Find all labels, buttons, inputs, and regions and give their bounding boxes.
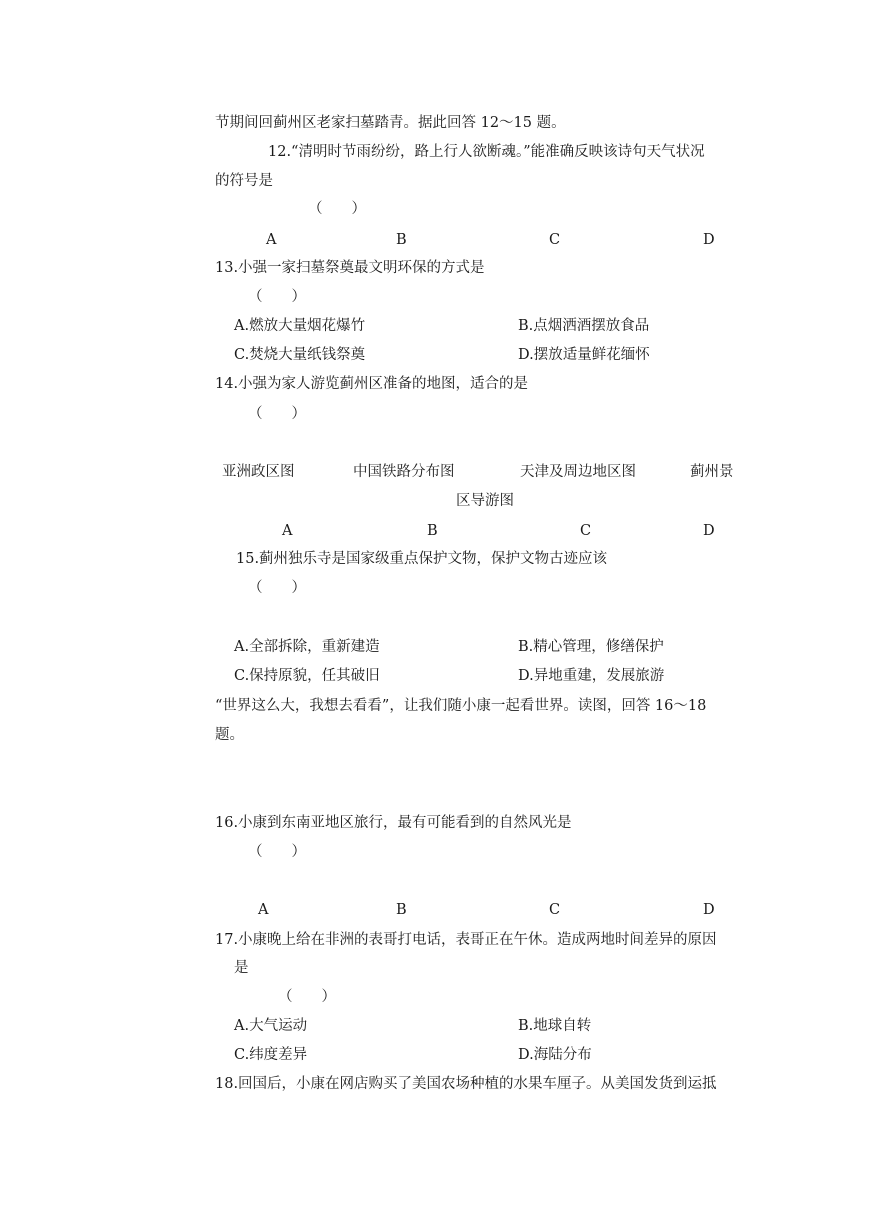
question-16-option-c[interactable]: C — [549, 902, 561, 918]
question-17-stem: 17.小康晚上给在非洲的表哥打电话，表哥正在午休。造成两地时间差异的原因 — [215, 932, 717, 948]
section-intro-text-cont: 题。 — [215, 727, 244, 743]
question-12-stem: 12.“清明时节雨纷纷，路上行人欲断魂。”能准确反映该诗句天气状况 — [268, 144, 705, 160]
question-12-option-d[interactable]: D — [703, 232, 715, 248]
question-14-map-c-label: 天津及周边地区图 — [520, 464, 636, 480]
question-13-option-d[interactable]: D.摆放适量鲜花缅怀 — [518, 347, 650, 363]
question-16-option-b[interactable]: B — [396, 902, 407, 918]
question-15-option-d[interactable]: D.异地重建，发展旅游 — [518, 668, 665, 684]
question-15-stem: 15.蓟州独乐寺是国家级重点保护文物，保护文物古迹应该 — [236, 551, 608, 567]
question-14-option-d[interactable]: D — [703, 523, 715, 539]
question-17-option-c[interactable]: C.纬度差异 — [234, 1047, 308, 1063]
question-17-option-a[interactable]: A.大气运动 — [234, 1018, 308, 1034]
section-intro-text: “世界这么大，我想去看看”，让我们随小康一起看世界。读图，回答 16～18 — [215, 698, 707, 714]
question-13-option-a[interactable]: A.燃放大量烟花爆竹 — [234, 318, 366, 334]
question-12-option-b[interactable]: B — [396, 232, 407, 248]
question-15-answer-blank[interactable]: （ ） — [248, 580, 306, 596]
question-15-option-b[interactable]: B.精心管理，修缮保护 — [518, 639, 664, 655]
question-13-answer-blank[interactable]: （ ） — [248, 289, 306, 305]
question-16-option-d[interactable]: D — [703, 902, 715, 918]
question-14-option-c[interactable]: C — [580, 523, 592, 539]
question-17-stem-cont: 是 — [234, 960, 249, 976]
intro-text: 节期间回蓟州区老家扫墓踏青。据此回答 12～15 题。 — [215, 115, 566, 131]
question-17-answer-blank[interactable]: （ ） — [278, 989, 336, 1005]
question-12-stem-cont: 的符号是 — [215, 173, 273, 189]
question-14-map-d-label-cont: 区导游图 — [456, 493, 514, 509]
question-13-option-c[interactable]: C.焚烧大量纸钱祭奠 — [234, 347, 366, 363]
question-13-option-b[interactable]: B.点烟洒酒摆放食品 — [518, 318, 650, 334]
question-13-stem: 13.小强一家扫墓祭奠最文明环保的方式是 — [215, 260, 485, 276]
question-16-answer-blank[interactable]: （ ） — [248, 844, 306, 860]
question-14-option-b[interactable]: B — [427, 523, 438, 539]
question-12-option-c[interactable]: C — [549, 232, 561, 248]
question-14-stem: 14.小强为家人游览蓟州区准备的地图，适合的是 — [215, 376, 529, 392]
question-17-option-d[interactable]: D.海陆分布 — [518, 1047, 592, 1063]
question-12-answer-blank[interactable]: （ ） — [308, 201, 366, 217]
question-15-option-c[interactable]: C.保持原貌，任其破旧 — [234, 668, 380, 684]
question-16-stem: 16.小康到东南亚地区旅行，最有可能看到的自然风光是 — [215, 815, 572, 831]
question-18-stem: 18.回国后，小康在网店购买了美国农场种植的水果车厘子。从美国发货到运抵 — [215, 1076, 717, 1092]
question-14-answer-blank[interactable]: （ ） — [248, 406, 306, 422]
question-14-map-d-label: 蓟州景 — [690, 464, 734, 480]
question-15-option-a[interactable]: A.全部拆除，重新建造 — [234, 639, 380, 655]
question-14-map-a-label: 亚洲政区图 — [222, 464, 295, 480]
question-16-option-a[interactable]: A — [258, 902, 269, 918]
question-12-option-a[interactable]: A — [266, 232, 277, 248]
question-14-map-b-label: 中国铁路分布图 — [353, 464, 455, 480]
question-17-option-b[interactable]: B.地球自转 — [518, 1018, 592, 1034]
question-14-option-a[interactable]: A — [282, 523, 293, 539]
